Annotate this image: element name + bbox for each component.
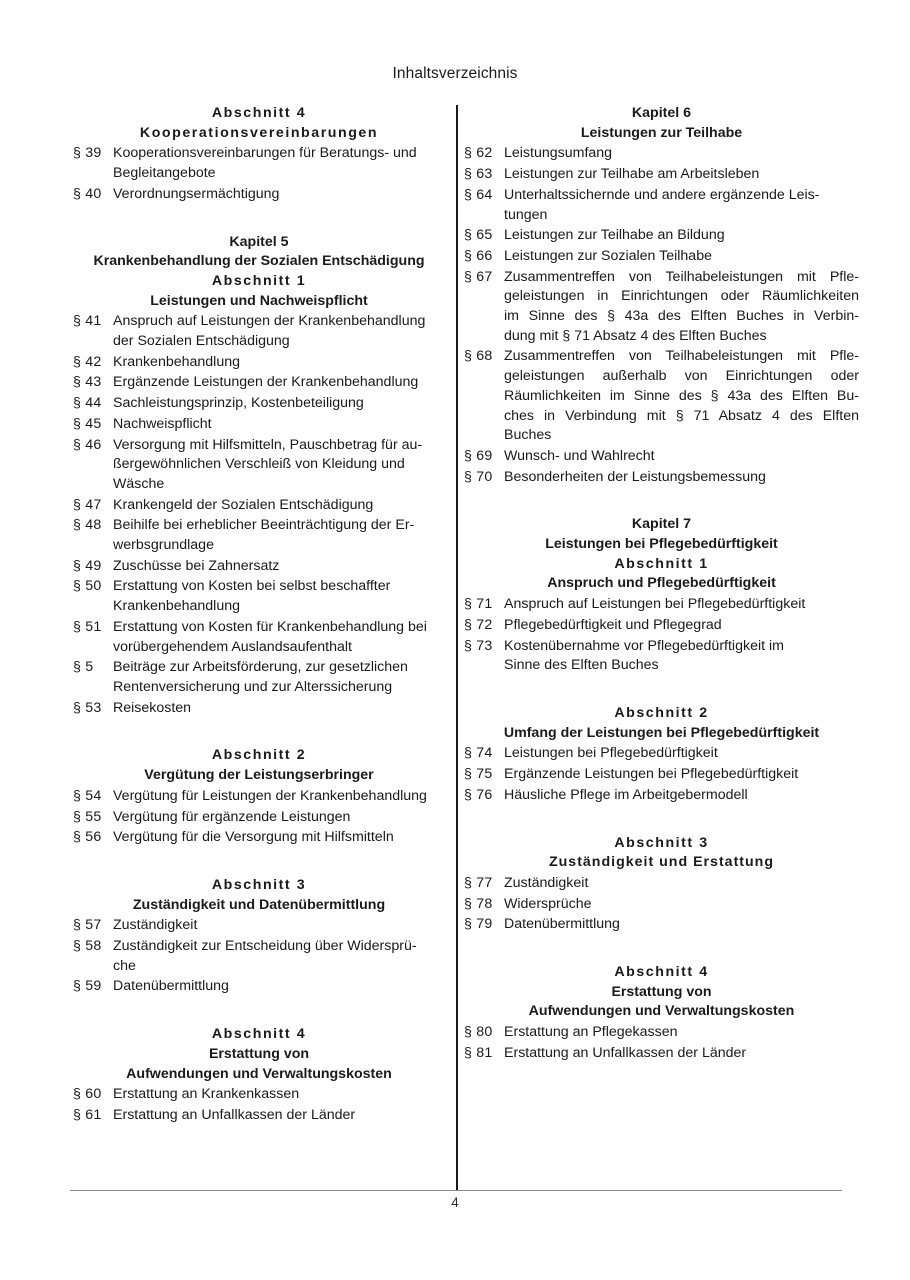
toc-entry-title-line: Pflegebedürftigkeit und Pflegegrad — [504, 616, 722, 633]
toc-entry-title-line: werbsgrundlage — [113, 537, 214, 554]
toc-entry-number: § 64 — [464, 186, 493, 203]
heading-text: Kapitel 6 — [631, 105, 692, 121]
toc-heading-line — [73, 896, 445, 916]
toc-heading-line — [73, 1065, 445, 1085]
toc-entry-number: § 74 — [464, 745, 493, 762]
toc-entry-title-line: Begleitangebote — [113, 165, 216, 182]
toc-entry-group — [464, 744, 859, 805]
toc-entry-group — [464, 874, 859, 935]
heading-text: Leistungen und Nachweispflicht — [150, 292, 368, 309]
toc-entry[interactable] — [73, 415, 445, 435]
heading-text: Zuständigkeit und Erstattung — [548, 854, 775, 871]
toc-entry-number: § 53 — [73, 699, 102, 716]
toc-entry-number: § 57 — [73, 917, 102, 934]
toc-entry-title — [113, 516, 445, 555]
toc-entry-title-line: Häusliche Pflege im Arbeitgebermodell — [504, 786, 748, 803]
toc-entry-title — [504, 447, 859, 467]
toc-heading — [464, 704, 859, 743]
toc-entry-number: § 40 — [73, 185, 102, 202]
toc-entry-number: § 61 — [73, 1106, 102, 1123]
toc-entry-title-line: Datenübermittlung — [504, 916, 620, 933]
heading-text: Abschnitt 2 — [211, 747, 307, 764]
heading-text: Abschnitt 3 — [614, 834, 709, 851]
toc-heading-line — [464, 535, 859, 555]
toc-entry-number: § 81 — [464, 1044, 493, 1061]
toc-entry-title-line: Ergänzende Leistungen bei Pflegebedürftigkeit — [504, 766, 799, 783]
toc-heading-line — [464, 104, 859, 124]
toc-entry-group — [73, 916, 445, 997]
toc-entry[interactable] — [73, 618, 445, 657]
toc-entry-title-line: Anspruch auf Leistungen bei Pflegebedürftigkeit — [504, 596, 806, 613]
toc-entry-number: § 71 — [464, 596, 493, 613]
toc-entry-title-line: im Sinne des § 43a des Elften Buches in Verbin- — [504, 308, 859, 325]
toc-entry[interactable] — [73, 144, 445, 183]
toc-heading-line — [73, 292, 445, 312]
heading-text: Leistungen bei Pflegebedürftigkeit — [545, 536, 778, 553]
toc-heading-line — [73, 876, 445, 896]
heading-text: Vergütung der Leistungserbringer — [144, 767, 374, 784]
toc-heading-line — [73, 746, 445, 766]
toc-entry[interactable] — [464, 447, 859, 467]
toc-column-left — [73, 104, 445, 1126]
toc-entry-title — [113, 916, 445, 936]
toc-entry[interactable] — [464, 915, 859, 935]
toc-entry-title — [504, 247, 859, 267]
toc-entry[interactable] — [464, 268, 859, 347]
toc-heading-line — [73, 124, 445, 144]
toc-entry[interactable] — [464, 144, 859, 164]
toc-entry-group — [73, 1085, 445, 1125]
toc-entry[interactable] — [464, 744, 859, 764]
heading-text: Erstattung von — [611, 983, 712, 1000]
toc-heading-line — [73, 272, 445, 292]
heading-text: Abschnitt 3 — [211, 876, 307, 893]
toc-entry-title — [504, 186, 859, 225]
heading-text: Anspruch und Pflegebedürftigkeit — [547, 575, 776, 592]
toc-entry[interactable] — [73, 1085, 445, 1105]
toc-entry-number: § 45 — [73, 415, 102, 432]
toc-entry-title-line: Leistungen zur Teilhabe am Arbeitsleben — [504, 166, 760, 183]
footer-rule — [70, 1190, 842, 1191]
toc-entry[interactable] — [73, 937, 445, 976]
toc-entry-title-line: Erstattung von Kosten bei selbst beschaffter — [113, 578, 391, 595]
toc-entry-title-line: Zuständigkeit — [504, 874, 589, 891]
toc-entry-title — [113, 937, 445, 976]
toc-entry-title — [113, 1085, 445, 1105]
toc-entry-title-line: Erstattung an Pflegekassen — [504, 1024, 678, 1041]
heading-text: Kooperationsvereinbarungen — [139, 124, 379, 141]
toc-entry-number: § 47 — [73, 496, 102, 513]
toc-entry-title-line: Unterhaltssichernde und andere ergänzende Leis- — [504, 186, 820, 203]
toc-heading — [464, 515, 859, 594]
toc-entry-title-line: Beiträge zur Arbeitsförderung, zur gesetzlichen — [113, 659, 408, 676]
toc-entry-group — [464, 144, 859, 487]
toc-entry[interactable] — [464, 247, 859, 267]
toc-heading — [73, 233, 445, 312]
heading-text: Leistungen zur Teilhabe — [580, 124, 743, 141]
toc-heading-line — [464, 555, 859, 575]
heading-text: Kapitel 7 — [631, 516, 692, 533]
toc-entry-group — [73, 144, 445, 204]
toc-entry-title-line: Wunsch- und Wahlrecht — [504, 447, 655, 464]
toc-entry-number: § 56 — [73, 829, 102, 846]
toc-entry-number: § 55 — [73, 808, 102, 825]
toc-entry[interactable] — [73, 787, 445, 807]
toc-heading — [73, 104, 445, 143]
toc-entry[interactable] — [464, 616, 859, 636]
toc-entry-group — [73, 787, 445, 848]
toc-entry-number: § 66 — [464, 247, 493, 264]
toc-heading-line — [464, 704, 859, 724]
toc-entry[interactable] — [464, 186, 859, 225]
toc-heading — [464, 963, 859, 1022]
toc-entry[interactable] — [464, 895, 859, 915]
toc-entry-number: § 44 — [73, 395, 102, 412]
toc-entry-title-line: Zuständigkeit zur Entscheidung über Widersprü- — [113, 938, 417, 955]
toc-entry-title-line: Anspruch auf Leistungen der Krankenbehandlung — [113, 313, 426, 330]
toc-entry-title — [113, 312, 445, 351]
toc-entry[interactable] — [464, 1023, 859, 1043]
toc-entry-number: § 76 — [464, 786, 493, 803]
toc-entry-title — [113, 1106, 445, 1126]
toc-entry-title-line: Zusammentreffen von Teilhabeleistungen mit Pfle- — [504, 268, 859, 285]
toc-entry-title-line: Leistungen zur Teilhabe an Bildung — [504, 227, 725, 244]
toc-entry[interactable] — [464, 874, 859, 894]
toc-entry-title-line: geleistungen in Einrichtungen oder Räumlichkeiten — [504, 288, 859, 305]
toc-entry[interactable] — [73, 394, 445, 414]
heading-text: Aufwendungen und Verwaltungskosten — [126, 1065, 392, 1082]
toc-heading-line — [464, 963, 859, 983]
toc-heading-line — [73, 252, 445, 272]
toc-entry-title-line: Sinne des Elften Buches — [504, 657, 659, 674]
toc-entry-title-line: Zuschüsse bei Zahnersatz — [113, 557, 280, 574]
toc-entry-number: § 49 — [73, 557, 102, 574]
toc-entry-title-line: Reisekosten — [113, 699, 192, 716]
toc-entry-title-line: Vergütung für ergänzende Leistungen — [113, 808, 351, 825]
toc-entry[interactable] — [73, 577, 445, 616]
toc-entry-title — [504, 874, 859, 894]
toc-entry-title-line: Verordnungsermächtigung — [113, 185, 280, 202]
heading-text: Aufwendungen und Verwaltungskosten — [528, 1003, 795, 1020]
toc-entry-title-line: Erstattung von Kosten für Krankenbehandlung bei — [113, 618, 427, 635]
toc-entry[interactable] — [73, 496, 445, 516]
toc-entry-number: § 63 — [464, 166, 493, 183]
toc-entry[interactable] — [73, 658, 445, 697]
toc-heading-line — [464, 724, 859, 744]
toc-entry[interactable] — [464, 765, 859, 785]
toc-entry-title — [113, 353, 445, 373]
page-number: 4 — [451, 1195, 459, 1210]
toc-entry-title — [504, 144, 859, 164]
toc-heading-line — [73, 766, 445, 786]
toc-entry-title-line: Widersprüche — [504, 895, 592, 912]
heading-text: Erstattung von — [208, 1045, 310, 1062]
toc-entry-number: § 41 — [73, 313, 102, 330]
toc-entry-title — [504, 165, 859, 185]
heading-text: Abschnitt 4 — [211, 1026, 307, 1043]
toc-entry-title-line: ßergewöhnlichen Verschleiß von Kleidung und — [113, 456, 405, 473]
toc-entry-number: § 5 — [73, 659, 94, 676]
toc-entry-title — [504, 226, 859, 246]
toc-entry[interactable] — [73, 436, 445, 495]
toc-entry-title-line: Krankenbehandlung — [113, 598, 241, 615]
toc-entry-title — [113, 185, 445, 205]
toc-entry-number: § 42 — [73, 353, 102, 370]
toc-heading-line — [464, 983, 859, 1003]
toc-entry-number: § 60 — [73, 1086, 102, 1103]
toc-entry-title — [504, 1044, 859, 1064]
toc-entry-number: § 77 — [464, 874, 493, 891]
toc-entry[interactable] — [464, 226, 859, 246]
toc-entry-title-line: Rentenversicherung und zur Alterssicherung — [113, 678, 393, 695]
toc-entry-number: § 62 — [464, 145, 493, 162]
toc-entry-number: § 79 — [464, 916, 493, 933]
toc-entry-title-line: dung mit § 71 Absatz 4 des Elften Buches — [504, 327, 767, 344]
toc-entry[interactable] — [73, 557, 445, 577]
column-divider — [456, 105, 458, 1190]
toc-entry-title — [113, 496, 445, 516]
toc-entry-title — [504, 915, 859, 935]
toc-entry-group — [464, 1023, 859, 1063]
toc-entry-title-line: geleistungen außerhalb von Einrichtungen oder — [504, 368, 859, 385]
toc-entry-number: § 68 — [464, 348, 493, 365]
toc-entry-title — [113, 557, 445, 577]
toc-entry-title — [113, 373, 445, 393]
toc-entry-title — [504, 744, 859, 764]
toc-entry-number: § 48 — [73, 517, 102, 534]
toc-entry-title-line: Ergänzende Leistungen der Krankenbehandlung — [113, 374, 419, 391]
toc-entry-number: § 43 — [73, 374, 102, 391]
page-title: Inhaltsverzeichnis — [392, 65, 518, 82]
toc-entry-title-line: Nachweispflicht — [113, 415, 212, 432]
toc-entry-title — [504, 1023, 859, 1043]
toc-entry[interactable] — [464, 1044, 859, 1064]
toc-entry-number: § 54 — [73, 787, 102, 804]
toc-entry[interactable] — [73, 185, 445, 205]
toc-entry-title-line: Vergütung für Leistungen der Krankenbehandlung — [113, 787, 427, 804]
toc-heading-line — [464, 124, 859, 144]
toc-heading — [464, 104, 859, 143]
toc-entry-title-line: Zusammentreffen von Teilhabeleistungen mit Pfle- — [504, 348, 859, 365]
toc-entry-title — [113, 618, 445, 657]
toc-entry-group — [73, 312, 445, 718]
toc-entry-title — [504, 765, 859, 785]
toc-entry[interactable] — [464, 786, 859, 806]
toc-heading-line — [464, 1002, 859, 1022]
toc-entry-title-line: Datenübermittlung — [113, 978, 229, 995]
heading-text: Abschnitt 1 — [211, 272, 307, 289]
toc-entry-number: § 73 — [464, 637, 493, 654]
toc-entry[interactable] — [73, 699, 445, 719]
toc-entry-title-line: Sachleistungsprinzip, Kostenbeteiligung — [113, 395, 364, 412]
toc-entry-title-line: Krankengeld der Sozialen Entschädigung — [113, 496, 374, 513]
toc-heading — [73, 746, 445, 785]
toc-entry[interactable] — [464, 468, 859, 488]
toc-entry-title — [504, 595, 859, 615]
toc-entry-number: § 75 — [464, 766, 493, 783]
toc-entry-title-line: Besonderheiten der Leistungsbemessung — [504, 468, 766, 485]
toc-entry-title — [113, 977, 445, 997]
toc-entry[interactable] — [73, 828, 445, 848]
toc-heading — [73, 876, 445, 915]
toc-entry[interactable] — [464, 637, 859, 676]
heading-text: Abschnitt 4 — [211, 105, 307, 121]
toc-entry[interactable] — [464, 165, 859, 185]
toc-heading-line — [464, 515, 859, 535]
toc-entry-title — [113, 436, 445, 495]
toc-entry-title — [504, 786, 859, 806]
toc-entry-title — [113, 808, 445, 828]
toc-entry-title-line: che — [113, 957, 136, 974]
toc-heading-line — [73, 233, 445, 253]
toc-heading-line — [73, 1045, 445, 1065]
heading-text: Abschnitt 1 — [614, 555, 709, 572]
toc-entry-title-line: ches in Verbindung mit § 71 Absatz 4 des Elften — [504, 407, 859, 424]
toc-entry-title-line: Leistungen bei Pflegebedürftigkeit — [504, 745, 718, 762]
toc-entry-title — [113, 144, 445, 183]
toc-entry-number: § 65 — [464, 227, 493, 244]
toc-entry-number: § 78 — [464, 895, 493, 912]
toc-entry-title — [504, 637, 859, 676]
toc-entry-number: § 58 — [73, 938, 102, 955]
toc-heading — [73, 1025, 445, 1084]
toc-entry[interactable] — [73, 373, 445, 393]
toc-entry-title-line: Buches — [504, 427, 552, 444]
toc-entry[interactable] — [73, 916, 445, 936]
toc-entry[interactable] — [464, 347, 859, 446]
toc-entry-number: § 46 — [73, 436, 102, 453]
toc-column-right — [464, 104, 859, 1064]
toc-entry-title-line: Beihilfe bei erheblicher Beeinträchtigung der Er- — [113, 517, 415, 534]
toc-entry-title-line: Räumlichkeiten im Sinne des § 43a des Elften Bu- — [504, 387, 859, 404]
toc-entry[interactable] — [73, 353, 445, 373]
toc-entry[interactable] — [73, 516, 445, 555]
toc-entry-title-line: Wäsche — [113, 475, 165, 492]
toc-heading — [464, 834, 859, 873]
heading-text: Krankenbehandlung der Sozialen Entschädigung — [93, 253, 425, 270]
toc-entry-title — [113, 394, 445, 414]
toc-heading-line — [464, 853, 859, 873]
toc-entry-number: § 39 — [73, 145, 102, 162]
toc-entry-title — [113, 828, 445, 848]
toc-heading-line — [464, 574, 859, 594]
toc-entry-number: § 80 — [464, 1024, 493, 1041]
toc-entry-title-line: Vergütung für die Versorgung mit Hilfsmitteln — [113, 829, 394, 846]
heading-text: Umfang der Leistungen bei Pflegebedürftigkeit — [503, 724, 820, 741]
toc-entry-title-line: Erstattung an Unfallkassen der Länder — [113, 1106, 356, 1123]
toc-entry-title-line: Kooperationsvereinbarungen für Beratungs- und — [113, 145, 417, 162]
toc-entry-group — [464, 595, 859, 676]
toc-entry-title-line: Leistungen zur Sozialen Teilhabe — [504, 247, 712, 264]
toc-entry-number: § 69 — [464, 447, 493, 464]
heading-text: Abschnitt 2 — [614, 704, 709, 721]
toc-entry-title-line: vorübergehendem Auslandsaufenthalt — [113, 638, 352, 655]
toc-entry-title-line: tungen — [504, 206, 548, 223]
toc-entry[interactable] — [464, 595, 859, 615]
toc-entry-title — [113, 787, 445, 807]
toc-entry-number: § 72 — [464, 616, 493, 633]
heading-text: Kapitel 5 — [229, 233, 289, 250]
toc-entry[interactable] — [73, 1106, 445, 1126]
toc-entry-title — [113, 699, 445, 719]
toc-entry[interactable] — [73, 312, 445, 351]
toc-entry-title — [504, 268, 859, 347]
toc-entry[interactable] — [73, 977, 445, 997]
toc-entry-number: § 50 — [73, 578, 102, 595]
heading-text: Zuständigkeit und Datenübermittlung — [132, 896, 386, 913]
toc-entry-title-line: Versorgung mit Hilfsmitteln, Pauschbetrag für au- — [113, 436, 423, 453]
toc-entry-title — [113, 577, 445, 616]
toc-entry-number: § 70 — [464, 468, 493, 485]
heading-text: Abschnitt 4 — [614, 964, 709, 981]
toc-entry-number: § 51 — [73, 618, 102, 635]
toc-heading-line — [464, 834, 859, 854]
toc-entry-title — [113, 415, 445, 435]
toc-entry-title-line: Zuständigkeit — [113, 917, 198, 934]
toc-entry-title — [504, 347, 859, 446]
toc-entry-title-line: der Sozialen Entschädigung — [113, 333, 290, 350]
toc-entry[interactable] — [73, 808, 445, 828]
toc-entry-number: § 59 — [73, 978, 102, 995]
toc-entry-title-line: Erstattung an Unfallkassen der Länder — [504, 1044, 747, 1061]
toc-entry-number: § 67 — [464, 268, 493, 285]
toc-heading-line — [73, 1025, 445, 1045]
toc-entry-title — [504, 616, 859, 636]
toc-entry-title-line: Kostenübernahme vor Pflegebedürftigkeit im — [504, 637, 784, 654]
toc-entry-title-line: Erstattung an Krankenkassen — [113, 1086, 300, 1103]
toc-entry-title — [504, 895, 859, 915]
toc-entry-title — [504, 468, 859, 488]
toc-entry-title-line: Leistungsumfang — [504, 145, 613, 162]
toc-entry-title — [113, 658, 445, 697]
toc-entry-title-line: Krankenbehandlung — [113, 353, 241, 370]
toc-heading-line — [73, 104, 445, 124]
